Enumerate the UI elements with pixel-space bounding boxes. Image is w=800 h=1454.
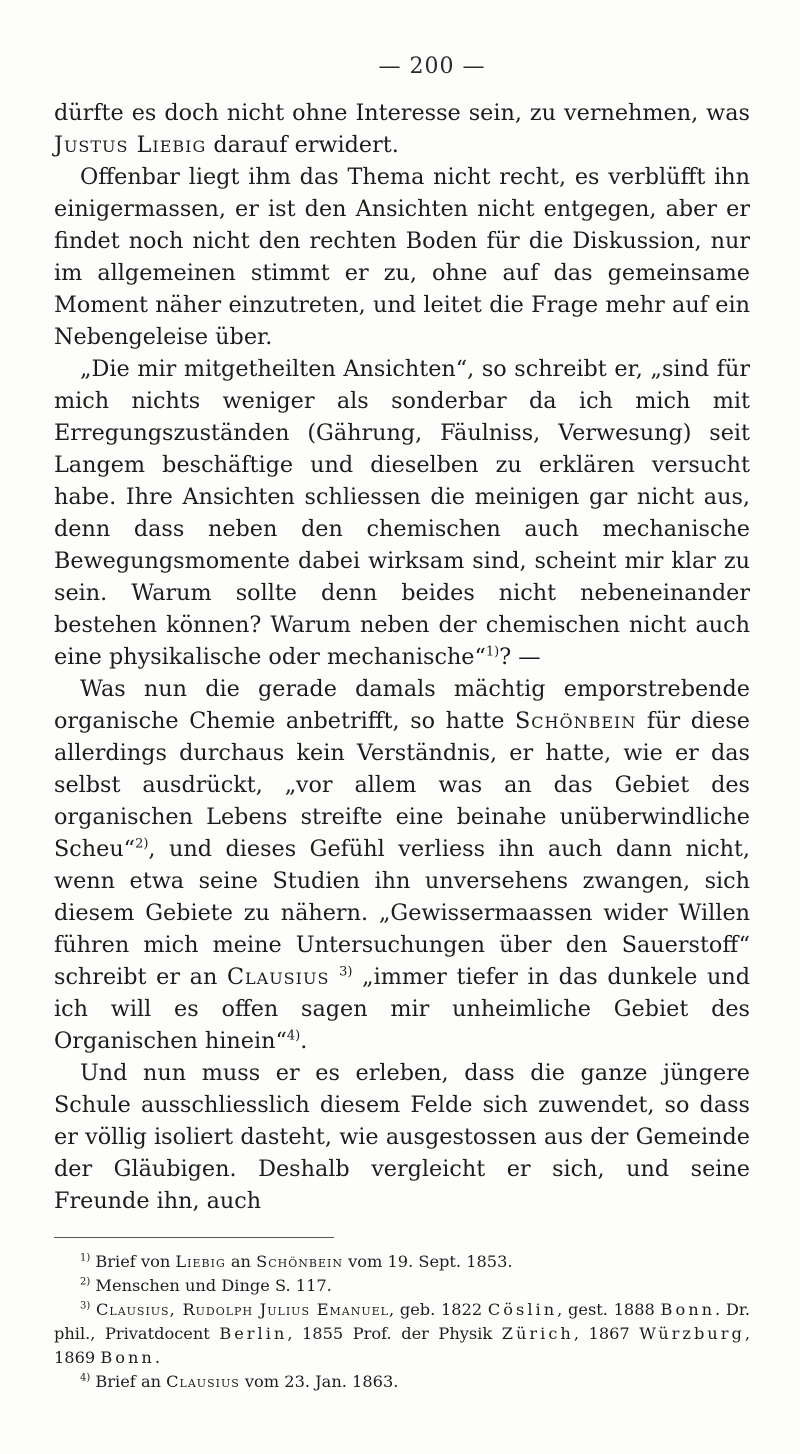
paragraph-3: „Die mir mitgetheilten Ansichten“, so schreibt er, „sind für mich nichts weniger als sonderbar da ich mich mit Erregungszuständen (Gährung, Fäulniss, Verwesung) seit Langem beschäftige und dieselben zu erklären versucht habe. Ihre Ansichten schliessen die meinigen gar nicht aus, denn dass neben den chemischen auch mechanische Bewegungsmomente dabei wirksam sind, scheint mir klar zu sein. Warum sollte denn beides nicht nebeneinander bestehen können? Warum neben der chemischen nicht auch eine physikalische oder mechanische“$^{1)}$? —	[54, 356, 750, 670]
footnote-divider	[54, 1237, 334, 1238]
paragraph-2: Offenbar liegt ihm das Thema nicht recht, es verblüfft ihn einigermassen, er ist den Ansichten nicht entgegen, aber er findet noch nicht den rechten Boden für die Diskussion, nur im allgemeinen stimmt er zu, ohne auf das gemeinsame Moment näher einzutreten, und leitet die Frage mehr auf ein Nebengeleise über.	[54, 164, 750, 350]
person-name: Clausius	[226, 964, 330, 990]
footnote-ref: 4)	[286, 1028, 301, 1044]
person-name: Justus Liebig	[54, 132, 207, 158]
footnote-3: $^{3)}$ Clausius, Rudolph Julius Emanuel, geb. 1822 Cöslin, gest. 1888 Bonn. Dr. phil., Privatdocent Berlin, 1855 Prof. der Physik Zürich, 1867 Würzburg, 1869 Bonn.	[54, 1300, 750, 1367]
footnote-ref: 3)	[339, 964, 353, 980]
footnote-ref: 1)	[485, 644, 500, 660]
footnote-ref: 2)	[135, 836, 149, 852]
person-name: Schönbein	[514, 708, 637, 734]
footnote-1: $^{1)}$ Brief von Liebig an Schönbein vom 19. Sept. 1853.	[80, 1252, 513, 1271]
book-page	[54, 54, 750, 1394]
footnote-2: $^{2)}$ Menschen und Dinge S. 117.	[80, 1276, 332, 1295]
paragraph-5: Und nun muss er es erleben, dass die ganze jüngere Schule ausschliesslich diesem Felde sich zuwendet, so dass er völlig isoliert dasteht, wie ausgestossen aus der Gemeinde der Gläubigen. Deshalb vergleicht er sich, und seine Freunde ihn, auch	[54, 1060, 750, 1214]
footnote-4: $^{4)}$ Brief an Clausius vom 23. Jan. 1863.	[80, 1372, 399, 1391]
paragraph-4: Was nun die gerade damals mächtig emporstrebende organische Chemie anbetrifft, so hatte Schönbein für diese allerdings durchaus kein Verständnis, er hatte, wie er das selbst ausdrückt, „vor allem was an das Gebiet des organischen Lebens streifte eine beinahe unüberwindliche Scheu“$^{2)}$, und dieses Gefühl verliess ihn auch dann nicht, wenn etwa seine Studien ihn unversehens zwangen, sich diesem Gebiete zu nähern. „Gewissermaassen wider Willen führen mich meine Untersuchungen über den Sauerstoff“ schreibt er an Clausius $^{3)}$ „immer tiefer in das dunkele und ich will es offen sagen mir unheimliche Gebiet des Organischen hinein“$^{4)}$.	[54, 676, 751, 1054]
page-number: — 200 —	[378, 54, 486, 79]
paragraph-1: dürfte es doch nicht ohne Interesse sein, zu vernehmen, was Justus Liebig darauf erwidert.	[54, 100, 750, 158]
